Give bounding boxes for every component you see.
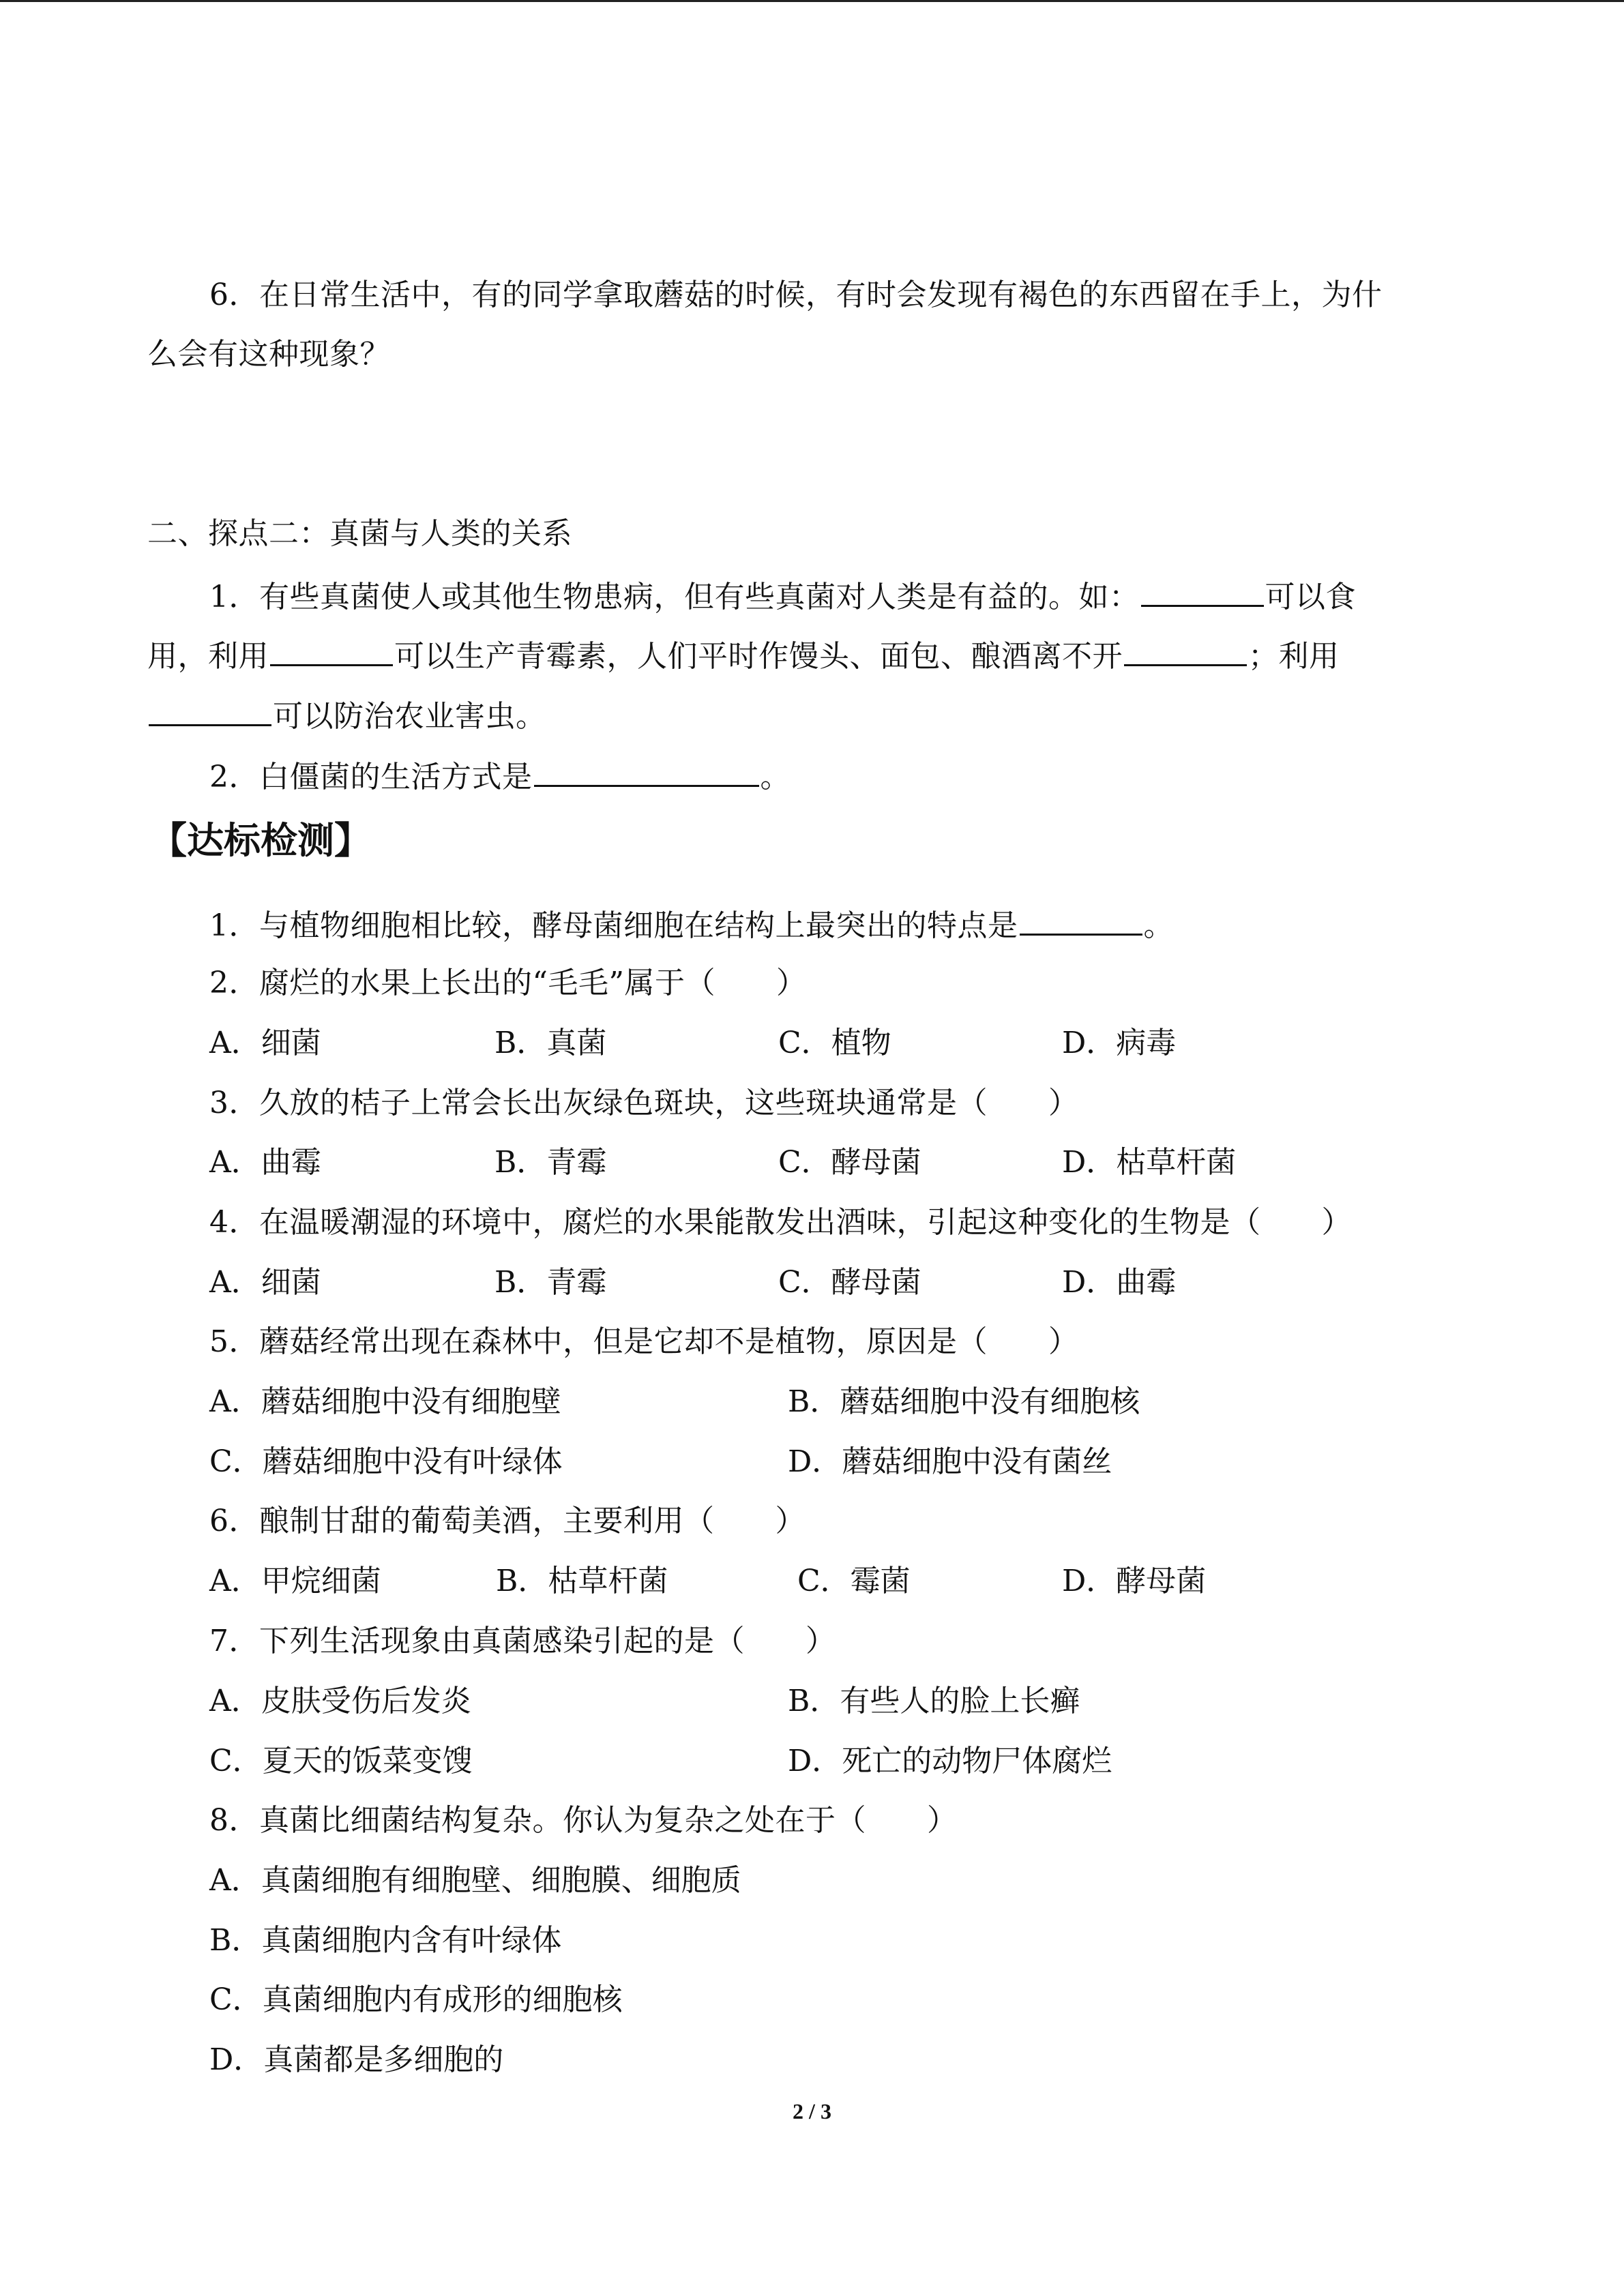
top-border [0,0,1624,2]
test-q7-options-row-1 [209,1681,1505,1722]
test-q8: 8．真菌比细菌结构复杂。你认为复杂之处在于（ ） [209,1803,958,1838]
option-c[interactable]: C．真菌细胞内有成形的细胞核 [209,1982,623,2017]
fill-blank[interactable] [149,694,271,726]
page-number: 2 / 3 [793,2099,831,2123]
test-q8-option-d-row [209,2040,1505,2081]
fill-blank[interactable] [1141,575,1264,607]
test-q4: 4．在温暖潮湿的环境中，腐烂的水果能散发出酒味，引起这种变化的生物是（ ） [209,1205,1352,1240]
test-heading: 【达标检测】 [150,819,371,862]
section2-q2 [209,755,791,796]
option-a[interactable]: A．真菌细胞有细胞壁、细胞膜、细胞质 [209,1863,741,1898]
test-q5-options-row-1 [209,1382,1505,1422]
section2-q1-text-b: 可以食 [1265,580,1356,614]
section2-q2-text-b: 。 [760,760,791,794]
option-c[interactable]: C．植物 [778,1026,891,1060]
option-a[interactable]: A．细菌 [209,1026,321,1060]
q6-line-1: 6．在日常生活中，有的同学拿取蘑菇的时候，有时会发现有褐色的东西留在手上，为什 [209,278,1383,312]
option-a[interactable]: A．细菌 [209,1265,321,1300]
option-c[interactable]: C．霉菌 [797,1564,911,1598]
test-q1-text-a: 1．与植物细胞相比较，酵母菌细胞在结构上最突出的特点是 [209,908,1018,943]
section-2-title: 二、探点二：真菌与人类的关系 [147,516,572,551]
option-d[interactable]: D．枯草杆菌 [1062,1145,1237,1180]
test-q5: 5．蘑菇经常出现在森林中，但是它却不是植物，原因是（ ） [209,1324,1079,1359]
section2-q1-text-e: ；利用 [1248,639,1340,674]
test-q6: 6．酿制甘甜的葡萄美酒，主要利用（ ） [209,1504,806,1538]
test-q7: 7．下列生活现象由真菌感染引起的是（ ） [209,1624,836,1658]
option-d[interactable]: D．酵母菌 [1062,1564,1207,1598]
option-c[interactable]: C．蘑菇细胞中没有叶绿体 [209,1444,563,1479]
section2-q2-text-a: 2．白僵菌的生活方式是 [209,760,533,794]
option-c[interactable]: C．夏天的饭菜变馊 [209,1744,473,1778]
option-b[interactable]: B．青霉 [494,1265,607,1300]
test-q1 [209,904,1174,944]
fill-blank[interactable] [1124,634,1247,666]
option-b[interactable]: B．真菌 [494,1026,607,1060]
option-b[interactable]: B．枯草杆菌 [496,1564,668,1598]
fill-blank[interactable] [1020,904,1142,936]
option-d[interactable]: D．真菌都是多细胞的 [209,2042,504,2077]
test-q8-option-c-row [209,1980,1505,2021]
section2-q1-line-2 [147,634,1340,675]
test-q2: 2．腐烂的水果上长出的“毛毛”属于（ ） [209,966,807,1000]
test-q4-options [209,1262,1505,1303]
test-q1-text-b: 。 [1143,908,1174,943]
option-d[interactable]: D．死亡的动物尸体腐烂 [788,1744,1112,1778]
option-d[interactable]: D．曲霉 [1062,1265,1177,1300]
section2-q1-text-d: 可以生产青霉素，人们平时作馒头、面包、酿酒离不开 [394,639,1123,674]
test-q7-options-row-2 [209,1741,1505,1782]
option-a[interactable]: A．皮肤受伤后发炎 [209,1684,471,1718]
section2-q1-line-3 [147,694,546,735]
test-q8-option-b-row [209,1920,1505,1961]
test-q8-option-a-row [209,1860,1505,1901]
fill-blank[interactable] [270,634,393,666]
option-c[interactable]: C．酵母菌 [778,1265,921,1300]
section2-q1-text-c: 用，利用 [147,639,269,674]
q6-line-2: 么会有这种现象？ [147,337,390,372]
test-q5-options-row-2 [209,1442,1505,1482]
fill-blank[interactable] [534,755,759,787]
option-b[interactable]: B．青霉 [494,1145,607,1180]
option-a[interactable]: A．甲烷细菌 [209,1564,381,1598]
option-d[interactable]: D．蘑菇细胞中没有菌丝 [788,1444,1112,1479]
test-q2-options [209,1023,1505,1064]
option-b[interactable]: B．真菌细胞内含有叶绿体 [209,1923,562,1958]
section2-q1-text-f: 可以防治农业害虫。 [273,699,546,734]
option-d[interactable]: D．病毒 [1062,1026,1177,1060]
option-a[interactable]: A．蘑菇细胞中没有细胞壁 [209,1384,561,1419]
section2-q1-text-a: 1．有些真菌使人或其他生物患病，但有些真菌对人类是有益的。如： [209,580,1140,614]
option-c[interactable]: C．酵母菌 [778,1145,921,1180]
option-b[interactable]: B．有些人的脸上长癣 [788,1684,1080,1718]
test-q3: 3．久放的桔子上常会长出灰绿色斑块，这些斑块通常是（ ） [209,1086,1079,1120]
section2-q1-line-1 [209,575,1356,616]
option-a[interactable]: A．曲霉 [209,1145,321,1180]
test-q3-options [209,1142,1505,1183]
option-b[interactable]: B．蘑菇细胞中没有细胞核 [788,1384,1140,1419]
test-q6-options [209,1561,1505,1602]
